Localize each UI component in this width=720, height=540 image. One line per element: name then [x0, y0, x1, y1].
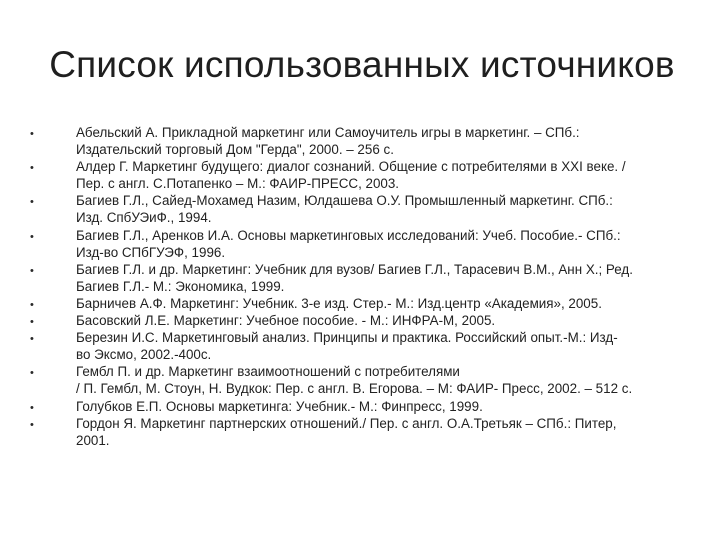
reference-line: 2001. [76, 432, 110, 448]
reference-line: Багиев Г.Л. и др. Маркетинг: Учебник для вузов/ Багиев Г.Л., Тарасевич В.М., Анн Х.; Ред. [76, 261, 633, 277]
reference-text [76, 329, 686, 363]
reference-line: Алдер Г. Маркетинг будущего: диалог сознаний. Общение с потребителями в XXI веке. / [76, 159, 626, 175]
reference-item [0, 363, 720, 397]
reference-item [0, 312, 720, 329]
reference-line: Голубков Е.П. Основы маркетинга: Учебник.- М.: Финпресс, 1999. [76, 398, 483, 414]
reference-text [76, 261, 686, 295]
reference-line: Изд-во СПбГУЭФ, 1996. [76, 244, 226, 260]
reference-text [76, 312, 686, 329]
reference-item [0, 227, 720, 261]
reference-line: Изд. СпбУЭиФ., 1994. [76, 210, 212, 226]
bullet-icon: • [30, 401, 34, 414]
reference-line: Барничев А.Ф. Маркетинг: Учебник. 3-е изд. Стер.- М.: Изд.центр «Академия», 2005. [76, 295, 602, 311]
reference-line: / П. Гембл, М. Стоун, Н. Вудкок: Пер. с англ. В. Егорова. – М: ФАИР- Пресс, 2002. – 512 с. [76, 381, 633, 397]
bullet-icon: • [30, 316, 34, 329]
bullet-icon: • [30, 333, 34, 346]
reference-text [76, 295, 686, 312]
reference-line: Гордон Я. Маркетинг партнерских отношений./ Пер. с англ. О.А.Третьяк – СПб.: Питер, [76, 415, 617, 431]
bullet-icon: • [30, 264, 34, 277]
reference-line: Багиев Г.Л., Аренков И.А. Основы маркетинговых исследований: Учеб. Пособие.- СПб.: [76, 227, 621, 243]
reference-text [76, 398, 686, 415]
reference-item [0, 398, 720, 415]
reference-line: Пер. с англ. С.Потапенко – М.: ФАИР-ПРЕСС, 2003. [76, 176, 400, 192]
reference-line: Басовский Л.Е. Маркетинг: Учебное пособие. - М.: ИНФРА-М, 2005. [76, 313, 496, 329]
reference-item [0, 124, 720, 158]
reference-item [0, 192, 720, 226]
bullet-icon: • [30, 298, 34, 311]
reference-line: Гембл П. и др. Маркетинг взаимоотношений с потребителями [76, 364, 460, 380]
reference-list [0, 124, 720, 449]
bullet-icon: • [30, 418, 34, 431]
reference-text [76, 158, 686, 192]
reference-item [0, 295, 720, 312]
bullet-icon: • [30, 230, 34, 243]
bullet-icon: • [30, 196, 34, 209]
reference-line: Багиев Г.Л., Сайед-Мохамед Назим, Юлдашева О.У. Промышленный маркетинг. СПб.: [76, 193, 613, 209]
reference-text [76, 227, 686, 261]
reference-item [0, 261, 720, 295]
reference-line: Абельский А. Прикладной маркетинг или Самоучитель игры в маркетинг. – СПб.: [76, 125, 580, 140]
reference-text [76, 363, 686, 397]
bullet-icon: • [30, 367, 34, 380]
slide-title: Список использованных источников [49, 44, 675, 85]
reference-item [0, 158, 720, 192]
reference-text [76, 415, 686, 449]
reference-line: во Эксмо, 2002.-400с. [76, 347, 212, 363]
reference-text [76, 192, 686, 226]
reference-line: Багиев Г.Л.- М.: Экономика, 1999. [76, 278, 285, 294]
reference-item [0, 329, 720, 363]
bullet-icon: • [30, 128, 34, 140]
reference-line: Издательский торговый Дом "Герда", 2000. – 256 с. [76, 142, 394, 158]
reference-line: Березин И.С. Маркетинговый анализ. Принципы и практика. Российский опыт.-М.: Изд- [76, 330, 618, 346]
reference-text [76, 124, 686, 158]
reference-item [0, 415, 720, 449]
bullet-icon: • [30, 162, 34, 175]
